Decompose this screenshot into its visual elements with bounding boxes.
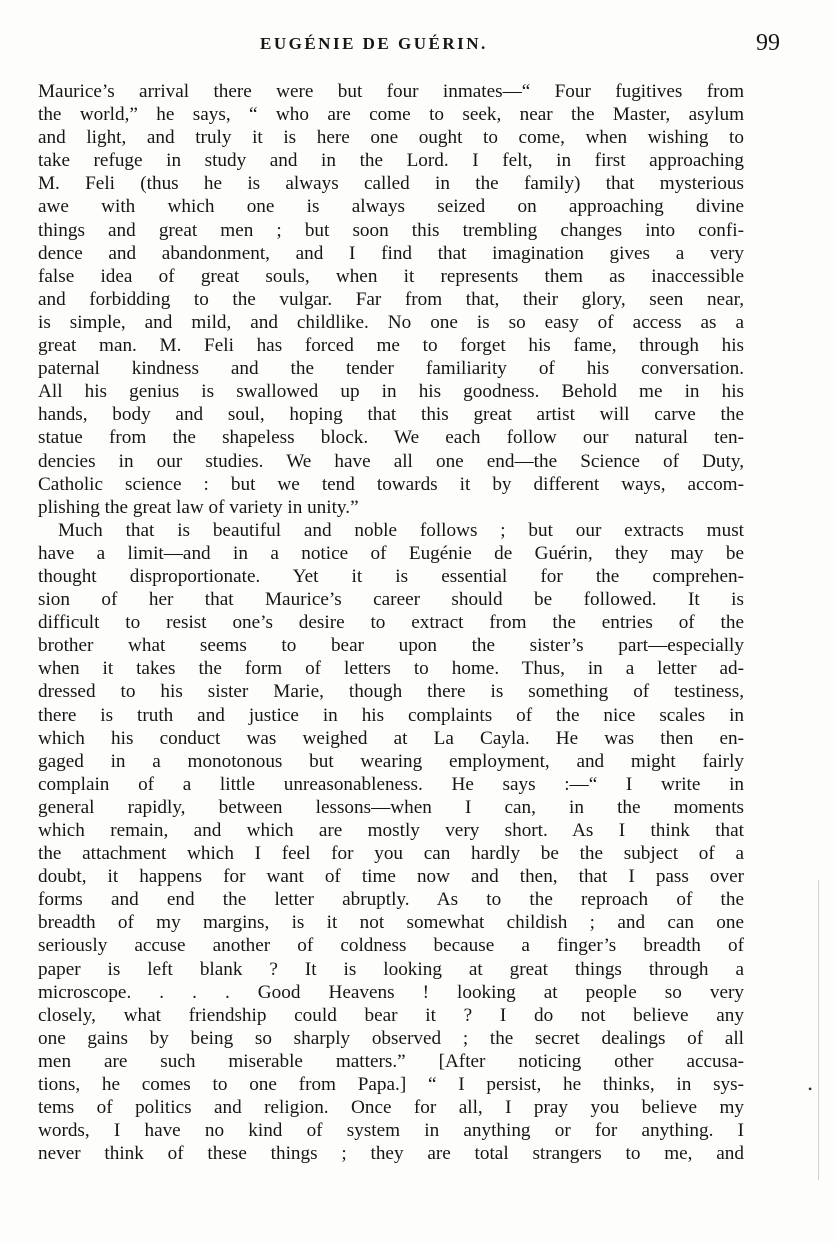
text-line: and light, and truly it is here one ought to come, when wishing to bbox=[38, 127, 744, 149]
text-line: brother what seems to bear upon the sister’s part—especially bbox=[38, 635, 744, 657]
text-line: dence and abandonment, and I find that imagination gives a very bbox=[38, 242, 744, 264]
text-line: seriously accuse another of coldness because a finger’s breadth of bbox=[38, 935, 744, 957]
text-line: difficult to resist one’s desire to extract from the entries of the bbox=[38, 612, 744, 634]
text-line: doubt, it happens for want of time now and then, that I pass over bbox=[38, 866, 744, 888]
text-line: words, I have no kind of system in anything or for anything. I bbox=[38, 1120, 744, 1142]
text-line: never think of these things ; they are total strangers to me, and bbox=[38, 1143, 744, 1165]
text-line: is simple, and mild, and childlike. No one is so easy of access as a bbox=[38, 311, 744, 333]
text-line: there is truth and justice in his complaints of the nice scales in bbox=[38, 704, 744, 726]
paragraph-end-line: plishing the great law of variety in unity.” bbox=[38, 496, 359, 518]
text-line: complain of a little unreasonableness. He says :—“ I write in bbox=[38, 773, 744, 795]
text-line: sion of her that Maurice’s career should be followed. It is bbox=[38, 589, 744, 611]
text-line: paternal kindness and the tender familiarity of his conversation. bbox=[38, 358, 744, 380]
text-line: which his conduct was weighed at La Cayla. He was then en- bbox=[38, 727, 744, 749]
text-line: the attachment which I feel for you can hardly be the subject of a bbox=[38, 843, 744, 865]
text-line: breadth of my margins, is it not somewhat childish ; and can one bbox=[38, 912, 744, 934]
text-line: tions, he comes to one from Papa.] “ I persist, he thinks, in sys- bbox=[38, 1074, 744, 1096]
text-line: dencies in our studies. We have all one end—the Science of Duty, bbox=[38, 450, 744, 472]
body-text bbox=[38, 80, 744, 1165]
text-line: Catholic science : but we tend towards it by different ways, accom- bbox=[38, 473, 744, 495]
text-line: and forbidding to the vulgar. Far from that, their glory, seen near, bbox=[38, 288, 744, 310]
text-line: things and great men ; but soon this trembling changes into confi- bbox=[38, 219, 744, 241]
text-line: thought disproportionate. Yet it is essential for the comprehen- bbox=[38, 565, 744, 587]
text-line: general rapidly, between lessons—when I can, in the moments bbox=[38, 796, 744, 818]
text-line: the world,” he says, “ who are come to seek, near the Master, asylum bbox=[38, 104, 744, 126]
text-line: hands, body and soul, hoping that this great artist will carve the bbox=[38, 404, 744, 426]
text-line: great man. M. Feli has forced me to forget his fame, through his bbox=[38, 335, 744, 357]
text-line: false idea of great souls, when it represents them as inaccessible bbox=[38, 265, 744, 287]
text-line: microscope. . . . Good Heavens ! looking at people so very bbox=[38, 981, 744, 1003]
paragraph-start-line: Much that is beautiful and noble follows ; but our extracts must bbox=[58, 519, 744, 541]
text-line: have a limit—and in a notice of Eugénie de Guérin, they may be bbox=[38, 542, 744, 564]
text-line: which remain, and which are mostly very short. As I think that bbox=[38, 820, 744, 841]
text-line: paper is left blank ? It is looking at great things through a bbox=[38, 958, 744, 980]
running-head bbox=[40, 30, 780, 60]
text-line: dressed to his sister Marie, though there is something of testiness, bbox=[38, 681, 744, 703]
page-number: 99 bbox=[756, 30, 780, 56]
running-title: EUGÉNIE DE GUÉRIN. bbox=[260, 34, 488, 53]
text-line: Maurice’s arrival there were but four inmates—“ Four fugitives from bbox=[38, 81, 744, 102]
text-line: forms and end the letter abruptly. As to the reproach of the bbox=[38, 889, 744, 911]
text-line: closely, what friendship could bear it ? I do not believe any bbox=[38, 1004, 744, 1026]
text-line: gaged in a monotonous but wearing employment, and might fairly bbox=[38, 750, 744, 772]
text-line: statue from the shapeless block. We each follow our natural ten- bbox=[38, 427, 744, 449]
text-line: awe with which one is always seized on approaching divine bbox=[38, 196, 744, 218]
text-line: All his genius is swallowed up in his goodness. Behold me in his bbox=[38, 381, 744, 403]
text-line: men are such miserable matters.” [After noticing other accusa- bbox=[38, 1050, 744, 1072]
stray-ink-mark: • bbox=[808, 1082, 813, 1096]
text-line: one gains by being so sharply observed ; the secret dealings of all bbox=[38, 1027, 744, 1049]
text-line: M. Feli (thus he is always called in the family) that mysterious bbox=[38, 173, 744, 195]
scan-margin-line bbox=[818, 880, 819, 1180]
text-line: when it takes the form of letters to home. Thus, in a letter ad- bbox=[38, 658, 744, 680]
text-line: tems of politics and religion. Once for all, I pray you believe my bbox=[38, 1097, 744, 1119]
text-line: take refuge in study and in the Lord. I felt, in first approaching bbox=[38, 150, 744, 172]
